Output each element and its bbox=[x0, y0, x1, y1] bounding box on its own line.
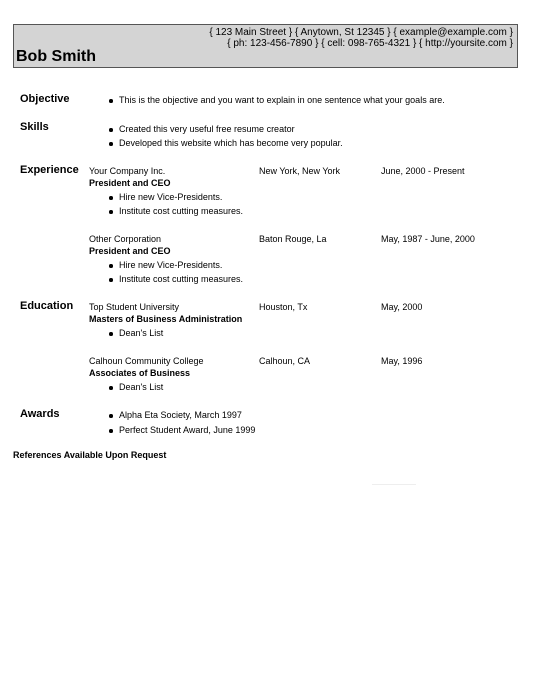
award-item: Perfect Student Award, June 1999 bbox=[119, 425, 256, 435]
section-title-experience: Experience bbox=[20, 164, 79, 176]
resume-header bbox=[13, 24, 518, 68]
section-title-awards: Awards bbox=[20, 408, 60, 420]
divider bbox=[372, 484, 416, 485]
job-duty: Hire new Vice-Presidents. bbox=[119, 192, 223, 202]
job-company: Your Company Inc. bbox=[89, 166, 166, 176]
school-honor: Dean's List bbox=[119, 328, 164, 338]
objective-text: This is the objective and you want to explain in one sentence what your goals are. bbox=[119, 95, 445, 105]
resume-name: Bob Smith bbox=[16, 48, 96, 65]
job-company: Other Corporation bbox=[89, 234, 162, 244]
school-date: May, 2000 bbox=[381, 302, 423, 312]
section-title-objective: Objective bbox=[20, 93, 70, 105]
school-date: May, 1996 bbox=[381, 356, 423, 366]
school-degree: Masters of Business Administration bbox=[89, 314, 243, 324]
skills-item: Created this very useful free resume creator bbox=[119, 124, 295, 134]
job-location: New York, New York bbox=[259, 166, 341, 176]
contact-address-line: { 123 Main Street } { Anytown, St 12345 } { example@example.com } bbox=[209, 27, 513, 38]
job-location: Baton Rouge, La bbox=[259, 234, 327, 244]
school-location: Houston, Tx bbox=[259, 302, 308, 312]
section-title-skills: Skills bbox=[20, 121, 49, 133]
school-name: Calhoun Community College bbox=[89, 356, 204, 366]
school-name: Top Student University bbox=[89, 302, 180, 312]
job-position: President and CEO bbox=[89, 178, 171, 188]
references-note: References Available Upon Request bbox=[13, 450, 167, 460]
award-item: Alpha Eta Society, March 1997 bbox=[119, 410, 242, 420]
job-dates: May, 1987 - June, 2000 bbox=[381, 234, 475, 244]
school-degree: Associates of Business bbox=[89, 368, 191, 378]
job-duty: Institute cost cutting measures. bbox=[119, 274, 244, 284]
contact-phone-line: { ph: 123-456-7890 } { cell: 098-765-4321 } { http://yoursite.com } bbox=[227, 38, 513, 49]
skills-item: Developed this website which has become very popular. bbox=[119, 138, 343, 148]
job-duty: Institute cost cutting measures. bbox=[119, 206, 244, 216]
job-duty: Hire new Vice-Presidents. bbox=[119, 260, 223, 270]
school-honor: Dean's List bbox=[119, 382, 164, 392]
job-position: President and CEO bbox=[89, 246, 171, 256]
school-location: Calhoun, CA bbox=[259, 356, 311, 366]
job-dates: June, 2000 - Present bbox=[381, 166, 465, 176]
section-title-education: Education bbox=[20, 300, 74, 312]
